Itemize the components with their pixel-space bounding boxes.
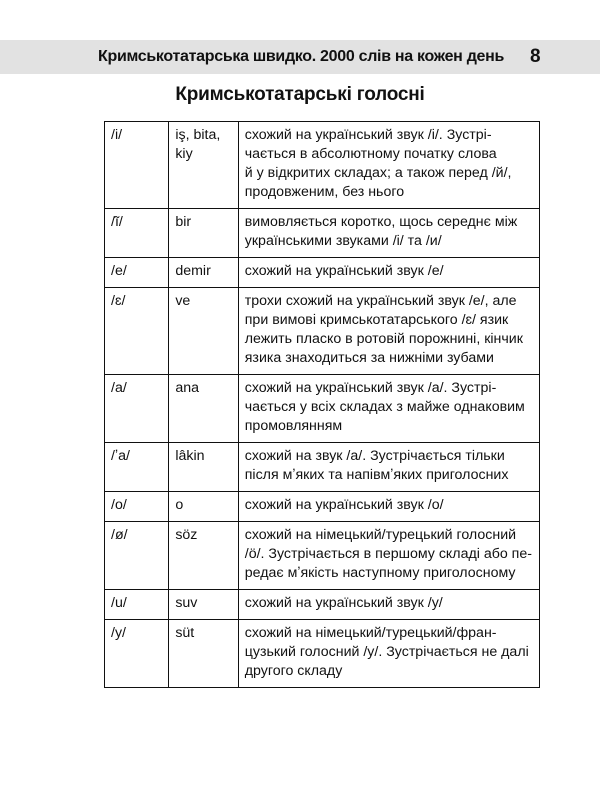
- vowel-symbol-cell: /ø/: [105, 522, 169, 590]
- description-line: редає мʼякість наступному приголосному: [244, 565, 516, 581]
- description-line: схожий на звук /а/. Зустрічається тільки: [244, 448, 505, 464]
- description-line: схожий на український звук /а/. Зустрі-: [244, 380, 497, 396]
- example-word-line: kiy: [175, 146, 193, 162]
- example-word-line: o: [175, 497, 184, 513]
- table-row: [105, 492, 540, 522]
- vowel-symbol-cell: /ɛ/: [105, 288, 169, 375]
- description-cell: [238, 209, 539, 258]
- description-line: трохи схожий на український звук /е/, але: [244, 293, 517, 309]
- description-cell: [238, 375, 539, 443]
- example-word-line: demir: [175, 263, 211, 279]
- description-cell: [238, 620, 539, 688]
- example-word-line: ve: [175, 293, 191, 309]
- description-line: схожий на німецький/турецький/фран-: [244, 625, 497, 641]
- page-number: 8: [530, 46, 541, 67]
- description-line: промовлянням: [244, 418, 343, 434]
- vowel-symbol-cell: /a/: [105, 375, 169, 443]
- description-line: після мʼяких та напівмʼяких приголосних: [244, 467, 509, 483]
- example-word-line: ana: [175, 380, 199, 396]
- example-word-cell: [169, 258, 238, 288]
- example-word-line: lâkin: [175, 448, 205, 464]
- description-line: схожий на український звук /е/: [244, 263, 444, 279]
- vowel-symbol-cell: /i/: [105, 122, 169, 209]
- vowels-table-body: [105, 122, 540, 688]
- example-word-cell: [169, 522, 238, 590]
- vowels-table: [104, 121, 540, 688]
- vowel-symbol-cell: /y/: [105, 620, 169, 688]
- description-cell: [238, 443, 539, 492]
- table-row: [105, 288, 540, 375]
- table-row: [105, 620, 540, 688]
- description-cell: [238, 288, 539, 375]
- table-row: [105, 258, 540, 288]
- example-word-cell: [169, 375, 238, 443]
- description-line: другого складу: [244, 663, 343, 679]
- table-row: [105, 122, 540, 209]
- example-word-line: bir: [175, 214, 192, 230]
- description-line: /ö/. Зустрічається в першому складі або пе-: [244, 546, 532, 562]
- description-line: цузький голосний /у/. Зустрічається не далі: [244, 644, 529, 660]
- description-line: українськими звуками /і/ та /и/: [244, 233, 442, 249]
- description-line: схожий на український звук /у/: [244, 595, 443, 611]
- description-cell: [238, 122, 539, 209]
- table-row: [105, 522, 540, 590]
- example-word-cell: [169, 620, 238, 688]
- running-title: Кримськотатарська швидко. 2000 слів на кожен день: [98, 48, 505, 65]
- example-word-cell: [169, 590, 238, 620]
- description-line: вимовляється коротко, щось середнє між: [244, 214, 518, 230]
- description-line: схожий на український звук /о/: [244, 497, 444, 513]
- description-line: схожий на німецький/турецький голосний: [244, 527, 517, 543]
- example-word-line: iş, bita,: [175, 127, 221, 143]
- table-row: [105, 590, 540, 620]
- example-word-cell: [169, 122, 238, 209]
- description-line: й у відкритих складах; а також перед /й/,: [244, 165, 512, 181]
- vowel-symbol-cell: /o/: [105, 492, 169, 522]
- description-cell: [238, 258, 539, 288]
- example-word-line: suv: [175, 595, 198, 611]
- description-line: чається у всіх складах з майже однаковим: [244, 399, 525, 415]
- description-cell: [238, 590, 539, 620]
- table-row: [105, 209, 540, 258]
- vowel-symbol-cell: /u/: [105, 590, 169, 620]
- example-word-cell: [169, 443, 238, 492]
- section-title: Кримськотатарські голосні: [175, 84, 425, 105]
- description-line: при вимові кримськотатарського /ɛ/ язик: [244, 312, 509, 328]
- description-cell: [238, 522, 539, 590]
- example-word-cell: [169, 492, 238, 522]
- vowel-symbol-cell: /ĩ/: [105, 209, 169, 258]
- example-word-line: süt: [175, 625, 195, 641]
- example-word-cell: [169, 209, 238, 258]
- vowel-symbol-cell: /e/: [105, 258, 169, 288]
- description-cell: [238, 492, 539, 522]
- description-line: схожий на український звук /і/. Зустрі-: [244, 127, 492, 143]
- table-row: [105, 443, 540, 492]
- table-row: [105, 375, 540, 443]
- description-line: лежить пласко в ротовій порожнині, кінчик: [244, 331, 523, 347]
- description-line: чається в абсолютному початку слова: [244, 146, 497, 162]
- vowel-symbol-cell: /ʼa/: [105, 443, 169, 492]
- example-word-line: söz: [175, 527, 198, 543]
- description-line: продовженим, без нього: [244, 184, 405, 200]
- example-word-cell: [169, 288, 238, 375]
- description-line: язика знаходиться за нижніми зубами: [244, 350, 494, 366]
